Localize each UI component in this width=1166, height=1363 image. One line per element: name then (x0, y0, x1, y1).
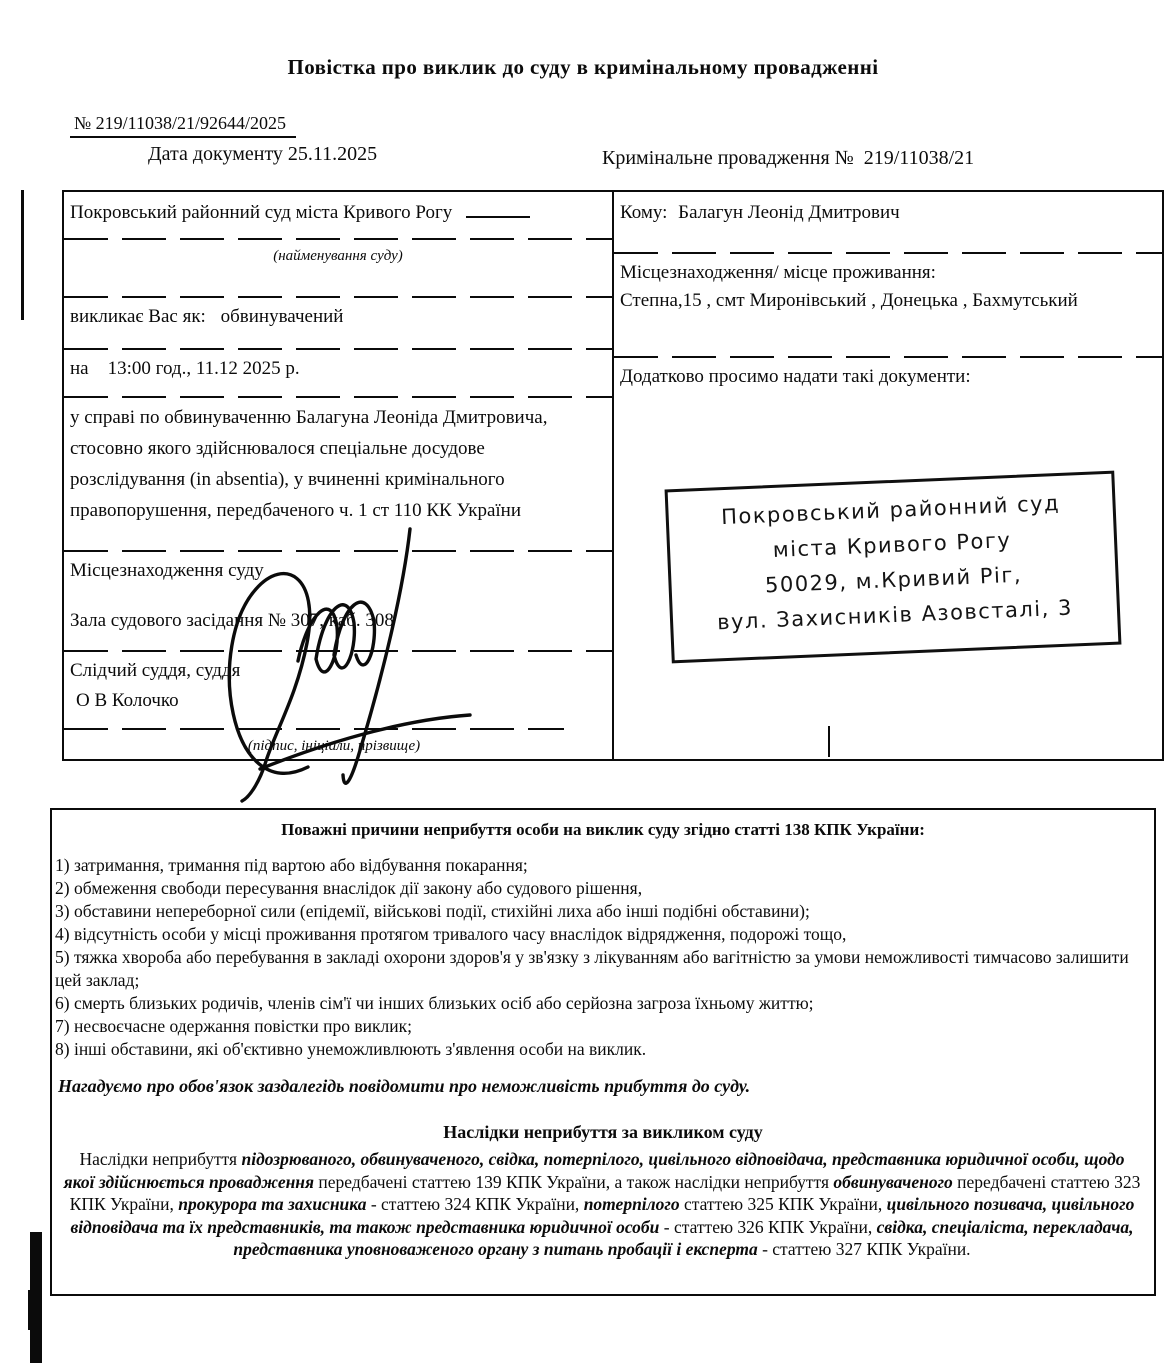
handwritten-signature (180, 505, 500, 815)
stamp-line: вул. Захисників Азовсталі, 3 (716, 595, 1074, 635)
reasons-title: Поважні причини неприбуття особи на виклик суду згідно статті 138 КПК України: (281, 820, 925, 839)
stamp-line: 50029, м.Кривий Ріг, (764, 562, 1023, 598)
consequences-segment: статтею 325 КПК України, (683, 1194, 887, 1214)
consequences-segment-emphasis: цивільного позивача, цивільного відповідача та їх представників, та також представника юридичної особи (70, 1194, 1135, 1237)
separator-line (64, 296, 612, 298)
documents-request-label: Додатково просимо надати такі документи: (620, 366, 971, 387)
reason-item: 4) відсутність особи у місці проживання протягом тривалого часу внаслідок відрядження, подорожі тощо, (55, 924, 847, 944)
consequences-segment-emphasis: потерпілого (583, 1194, 684, 1214)
addressee-row (620, 200, 1156, 225)
residence-label: Місцезнаходження/ місце проживання: (620, 262, 936, 283)
document-title: Повістка про виклик до суду в кримінальному провадженні (287, 55, 879, 79)
consequences-segment: передбачені статтею 323 КПК України, (69, 1171, 1141, 1214)
reminder-note: Нагадуємо про обов'язок заздалегідь повідомити про неможливість прибуття до суду. (58, 1076, 751, 1096)
addressee-label: Кому: (620, 202, 668, 223)
scan-artifact-tick (828, 726, 830, 757)
summon-as-row (70, 304, 343, 329)
summon-as-label: викликає Вас як: (70, 306, 206, 327)
court-name: Покровський районний суд міста Кривого Рогу (70, 202, 453, 223)
consequences-segment: Наслідки неприбуття (79, 1149, 242, 1169)
addressee-name: Балагун Леонід Дмитрович (678, 202, 900, 223)
criminal-proceeding-number: Кримінальне провадження № 219/11038/21 (602, 147, 975, 169)
judge-title: Слідчий суддя, суддя (70, 660, 241, 681)
reason-item: 6) смерть близьких родичів, членів сім'ї чи інших близьких осіб або серйозна загроза їхньому життю; (55, 993, 814, 1013)
separator-line (64, 238, 612, 240)
scan-artifact-line (21, 190, 24, 320)
court-stamp (665, 471, 1122, 664)
judge-name: О В Колочко (76, 690, 179, 711)
reason-item: 3) обставини непереборної сили (епідемії, військові події, стихійні лиха або інші подібні обставини); (55, 901, 810, 921)
reason-item: 2) обмеження свободи пересування внаслідок дії закону або судового рішення, (55, 878, 643, 898)
court-location-label: Місцезнаходження суду (70, 560, 264, 581)
reason-item: 7) несвоєчасне одержання повістки про виклик; (55, 1016, 412, 1036)
consequences-segment: передбачені статтею 139 КПК України, а також наслідки неприбуття (318, 1171, 834, 1192)
separator-line (614, 252, 1162, 254)
consequences-segment: - статтею 327 КПК України. (762, 1239, 971, 1259)
consequences-segment-emphasis: свідка, спеціаліста, перекладача, представника уповноваженого органу з питань пробації і експерта (233, 1216, 1134, 1259)
consequences-paragraph (62, 1148, 1142, 1261)
stamp-line: міста Кривого Рогу (772, 528, 1012, 563)
separator-line (614, 356, 1162, 358)
session-datetime: на 13:00 год., 11.12 2025 р. (70, 358, 300, 379)
court-location-value: Зала судового засідання № 307, каб. 308 (70, 610, 394, 631)
case-description: у справі по обвинуваченню Балагуна Леоніда Дмитровича, стосовно якого здійснювалося спеціальне досудове розслідування (in absentia), у вчиненні кримінального правопорушення, передбаченого ч. 1 ст 110 КК України (70, 407, 548, 521)
stamp-line: Покровський районний суд (720, 490, 1061, 530)
consequences-segment-emphasis: обвинуваченого (833, 1171, 958, 1192)
separator-line (64, 396, 612, 398)
residence-value: Степна,15 , смт Миронівський , Донецька , Бахмутський (620, 290, 1078, 311)
consequences-title: Наслідки неприбуття за викликом суду (443, 1122, 763, 1142)
document-number: № 219/11038/21/92644/2025 (70, 113, 296, 138)
reasons-list (55, 854, 1145, 1061)
reason-item: 5) тяжка хвороба або перебування в закладі охорони здоров'я у зв'язку з лікуванням або вагітністю за умови неможливості тимчасово залишити цей заклад; (55, 947, 1129, 990)
reason-item: 1) затримання, тримання під вартою або відбування покарання; (55, 855, 528, 875)
column-divider (612, 192, 614, 759)
reason-item: 8) інші обставини, які об'єктивно унеможливлюють з'явлення особи на виклик. (55, 1039, 647, 1059)
reasons-box (50, 808, 1156, 1296)
court-name-caption: (найменування суду) (273, 248, 403, 264)
separator-line (64, 348, 612, 350)
scan-artifact-stripe (28, 1290, 38, 1330)
document-date: Дата документу 25.11.2025 (148, 143, 378, 165)
court-name-row (70, 200, 605, 225)
consequences-segment-emphasis: підозрюваного, обвинуваченого, свідка, потерпілого, цивільного відповідача, представника юридичної особи, щодо якої здійснюється провадження (63, 1149, 1125, 1192)
blank-fill-line (466, 202, 530, 218)
consequences-segment-emphasis: прокурора та захисника (178, 1194, 371, 1214)
stamp-lines (668, 484, 1117, 642)
signature-caption: (підпис, ініціали, прізвище) (247, 738, 421, 754)
consequences-segment: - статтею 324 КПК України, (370, 1194, 584, 1214)
summon-as-value: обвинувачений (220, 306, 344, 327)
consequences-segment: - статтею 326 КПК України, (663, 1216, 877, 1237)
